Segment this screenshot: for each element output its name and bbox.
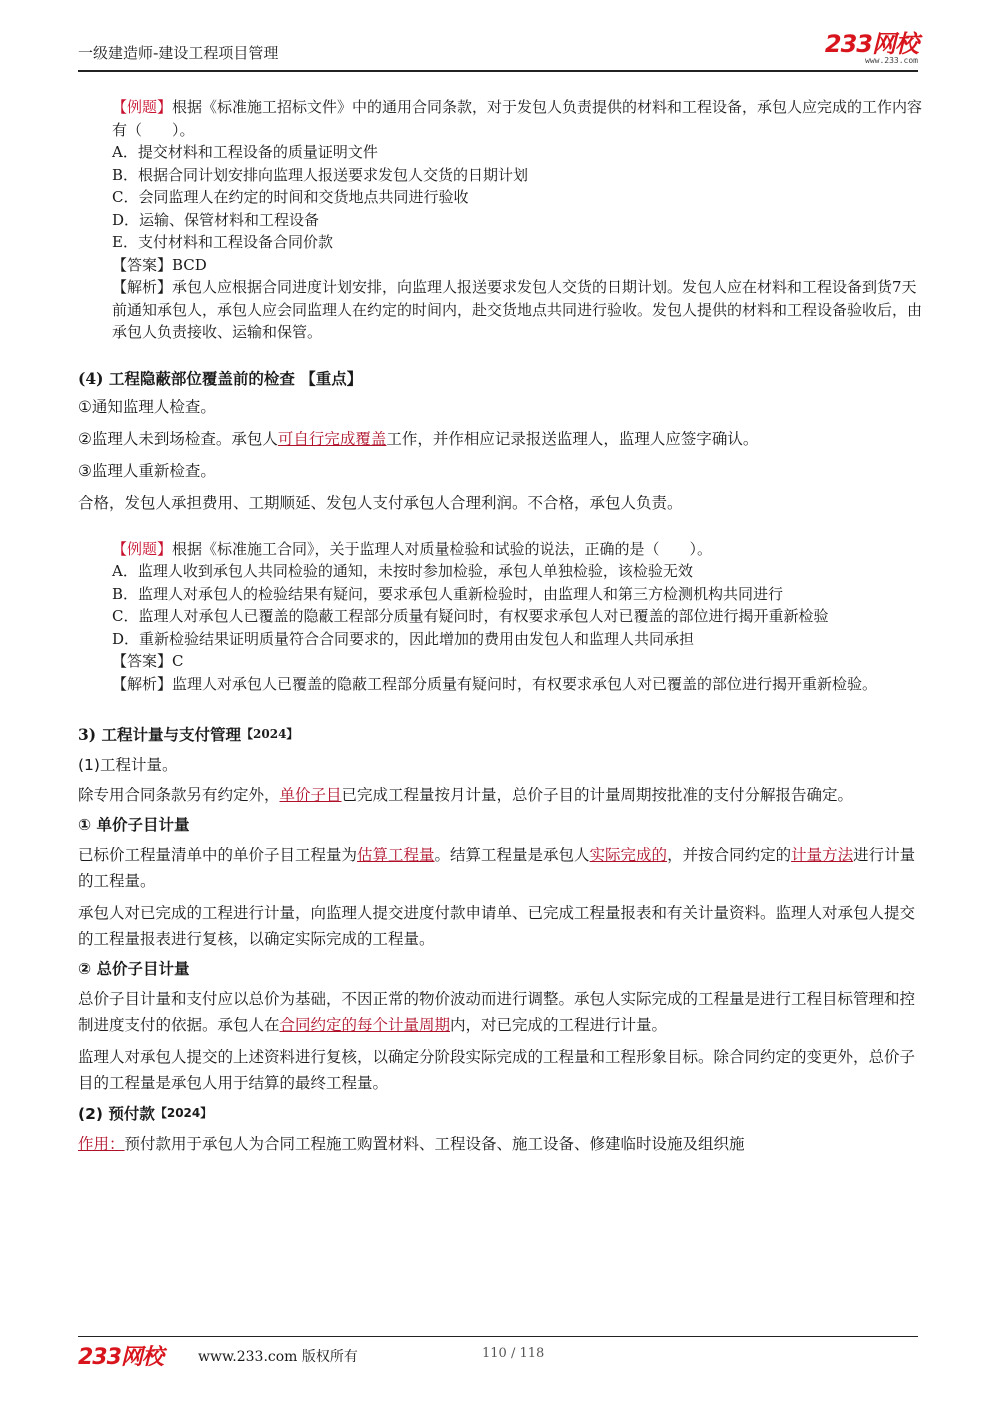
document-title: 一级建造师-建设工程项目管理 xyxy=(78,44,279,62)
year-tag: 【2024】 xyxy=(241,727,299,741)
page-content xyxy=(78,96,924,1157)
footer-divider xyxy=(78,1336,918,1337)
example-tag: 【例题】 xyxy=(112,539,173,558)
paragraph: ①通知监理人检查。 xyxy=(78,397,216,416)
question-stem: 根据《标准施工招标文件》中的通用合同条款，对于发包人负责提供的材料和工程设备，承包人应完成的工作内容有（ ）。 xyxy=(112,98,923,139)
paragraph: 合格，发包人承担费用、工期顺延、发包人支付承包人合理利润。不合格，承包人负责。 xyxy=(78,493,683,512)
text: 除专用合同条款另有约定外， xyxy=(78,786,280,804)
text: 工作，并作相应记录报送监理人，监理人应签字确认。 xyxy=(386,429,759,448)
answer: 【答案】C xyxy=(112,652,184,670)
paragraph xyxy=(78,986,924,1038)
highlight-text: 单价子目 xyxy=(279,786,342,804)
highlight-text: 作用： xyxy=(78,1135,125,1153)
example-tag: 【例题】 xyxy=(112,98,173,116)
header-divider xyxy=(78,70,918,72)
text: 内，对已完成的工程进行计量。 xyxy=(450,1016,668,1034)
paragraph xyxy=(78,782,924,808)
logo-text: 233网校 xyxy=(824,30,918,58)
heading-text: 3) 工程计量与支付管理 xyxy=(78,725,242,744)
logo-url: www.233.com xyxy=(865,56,918,65)
example-question-1 xyxy=(78,96,924,344)
text: ②监理人未到场检查。承包人 xyxy=(78,429,278,448)
text: ，并按合同约定的 xyxy=(667,846,792,864)
highlight-text: 实际完成的 xyxy=(589,846,668,864)
section-measurement-payment xyxy=(78,721,924,1157)
year-tag: 【2024】 xyxy=(154,1106,213,1120)
option-c: C．会同监理人在约定的时间和交货地点共同进行验收 xyxy=(112,188,469,206)
sub-heading xyxy=(78,1100,924,1127)
option-a: A．提交材料和工程设备的质量证明文件 xyxy=(112,143,378,161)
paragraph: 监理人对承包人提交的上述资料进行复核，以确定分阶段实际完成的工程量和工程形象目标。除合同约定的变更外，总价子目的工程量是承包人用于结算的最终工程量。 xyxy=(78,1048,916,1092)
section-heading xyxy=(78,721,924,748)
page-number: 110 / 118 xyxy=(482,1346,545,1361)
text: 预付款用于承包人为合同工程施工购置材料、工程设备、施工设备、修建临时设施及组织施 xyxy=(124,1135,745,1153)
page-header xyxy=(78,30,918,68)
example-question-2 xyxy=(78,538,924,696)
paragraph: ③监理人重新检查。 xyxy=(78,461,216,480)
paragraph xyxy=(78,842,924,894)
paragraph xyxy=(78,1131,924,1157)
analysis: 【解析】承包人应根据合同进度计划安排，向监理人报送要求发包人交货的日期计划。发包人应在材料和工程设备到货7天前通知承包人，承包人应会同监理人在约定的时间内，赴交货地点共同进行验收。发包人提供的材料和工程设备验收后，由承包人负责接收、运输和保管。 xyxy=(112,278,923,341)
option-a: A．监理人收到承包人共同检验的通知，未按时参加检验，承包人单独检验，该检验无效 xyxy=(112,562,693,580)
paragraph xyxy=(78,426,924,452)
option-c: C．监理人对承包人已覆盖的隐蔽工程部分质量有疑问时，有权要求承包人对已覆盖的部位进行揭开重新检验 xyxy=(112,607,829,625)
text: 进行计量的工程量。 xyxy=(78,846,916,890)
option-d: D．重新检验结果证明质量符合合同要求的，因此增加的费用由发包人和监理人共同承担 xyxy=(112,629,695,648)
text: 。结算工程量是承包人 xyxy=(434,846,590,864)
highlight-text: 可自行完成覆盖 xyxy=(277,429,387,448)
brand-logo xyxy=(825,32,918,65)
sub-heading: ② 总价子目计量 xyxy=(78,960,190,978)
footer-logo: 233网校 xyxy=(78,1345,163,1370)
highlight-text: 计量方法 xyxy=(791,846,854,864)
analysis: 【解析】监理人对承包人已覆盖的隐蔽工程部分质量有疑问时，有权要求承包人对已覆盖的部位进行揭开重新检验。 xyxy=(112,674,878,693)
question-stem: 根据《标准施工合同》，关于监理人对质量检验和试验的说法，正确的是（ ）。 xyxy=(172,539,713,558)
highlight-text: 估算工程量 xyxy=(357,846,435,864)
option-b: B．根据合同计划安排向监理人报送要求发包人交货的日期计划 xyxy=(112,165,529,184)
paragraph: 承包人对已完成的工程进行计量，向监理人提交进度付款申请单、已完成工程量报表和有关计量资料。监理人对承包人提交的工程量报表进行复核，以确定实际完成的工程量。 xyxy=(78,904,916,948)
text: (2) 预付款 xyxy=(78,1105,155,1123)
text: 已完成工程量按月计量，总价子目的计量周期按批准的支付分解报告确定。 xyxy=(341,786,854,804)
option-b: B．监理人对承包人的检验结果有疑问，要求承包人重新检验时，由监理人和第三方检测机构共同进行 xyxy=(112,584,784,603)
copyright-text: www.233.com 版权所有 xyxy=(198,1349,358,1365)
option-e: E．支付材料和工程设备合同价款 xyxy=(112,233,333,251)
sub-heading: ① 单价子目计量 xyxy=(78,816,190,834)
section-hidden-inspection xyxy=(78,366,924,516)
option-d: D．运输、保管材料和工程设备 xyxy=(112,210,320,229)
sub-heading: (1)工程计量。 xyxy=(78,756,178,774)
highlight-text: 合同约定的每个计量周期 xyxy=(279,1016,451,1034)
page-footer xyxy=(78,1340,918,1370)
answer: 【答案】BCD xyxy=(112,255,207,274)
text: 总价子目计量和支付应以总价为基础，不因正常的物价波动而进行调整。承包人实际完成的工程量是进行工程目标管理和控制进度支付的依据。承包人在 xyxy=(78,990,916,1034)
section-heading: (4) 工程隐蔽部位覆盖前的检查 【重点】 xyxy=(78,368,363,388)
text: 已标价工程量清单中的单价子目工程量为 xyxy=(78,846,358,864)
